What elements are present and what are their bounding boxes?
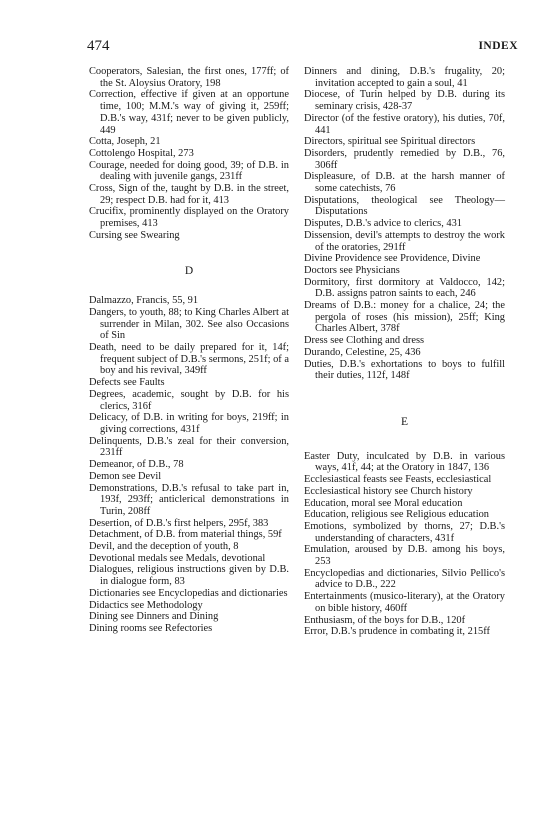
index-entry: Dangers, to youth, 88; to King Charles Albert at surrender in Milan, 302. See also Occasions of Sin	[89, 306, 289, 342]
index-entry: Demon see Devil	[89, 470, 162, 482]
index-entry: Enthusiasm, of the boys for D.B., 120f	[304, 614, 466, 626]
left-column	[89, 66, 289, 635]
index-entry: Death, need to be daily prepared for it, 14f; frequent subject of D.B.'s sermons, 251f; of a boy and his revival, 349ff	[89, 342, 289, 377]
index-entry: Crucifix, prominently displayed on the Oratory premises, 413	[89, 206, 289, 230]
right-column	[304, 66, 505, 638]
index-entry: Divine Providence see Providence, Divine	[304, 253, 481, 265]
index-entry: Dissension, devil's attempts to destroy the work of the oratories, 291ff	[304, 229, 505, 253]
index-entry: Dalmazzo, Francis, 55, 91	[89, 295, 199, 307]
index-entry: Dress see Clothing and dress	[304, 335, 425, 347]
page-number: 474	[87, 38, 110, 54]
index-entry: Detachment, of D.B. from material things, 59f	[89, 529, 282, 541]
index-entry: Diocese, of Turin helped by D.B. during its seminary crisis, 428-37	[304, 89, 505, 113]
index-entry: Devil, and the deception of youth, 8	[89, 541, 239, 553]
index-entry: Cross, Sign of the, taught by D.B. in the street, 29; respect D.B. had for it, 413	[89, 183, 289, 206]
index-entry: Desertion, of D.B.'s first helpers, 295f, 383	[89, 517, 269, 529]
index-entry: Doctors see Physicians	[304, 264, 400, 276]
index-entry: Cooperators, Salesian, the first ones, 177ff; of the St. Aloysius Oratory, 198	[89, 66, 289, 89]
index-entry: Emulation, aroused by D.B. among his boys, 253	[304, 544, 505, 568]
index-entry: Education, moral see Moral education	[304, 497, 463, 509]
index-entry: Duties, D.B.'s exhortations to boys to fulfill their duties, 112f, 148f	[304, 358, 505, 382]
index-entry: Dining see Dinners and Dining	[89, 611, 219, 623]
index-entry: Dining rooms see Refectories	[89, 622, 213, 634]
index-entry: Dictionaries see Encyclopedias and dictionaries	[89, 587, 288, 599]
section-letter-e: E	[400, 415, 409, 428]
index-entry: Dialogues, religious instructions given by D.B. in dialogue form, 83	[89, 564, 289, 588]
index-entry: Emotions, symbolized by thorns, 27; D.B.'s understanding of characters, 431f	[304, 520, 505, 544]
index-entry: Displeasure, of D.B. at the harsh manner of some catechists, 76	[304, 171, 505, 195]
index-entry: Director (of the festive oratory), his duties, 70f, 441	[304, 112, 505, 136]
index-entry: Easter Duty, inculcated by D.B. in various ways, 41f, 44; at the Oratory in 1847, 136	[304, 450, 505, 474]
running-head: INDEX	[478, 40, 518, 52]
section-letter-d: D	[184, 264, 194, 277]
index-entry: Demonstrations, D.B.'s refusal to take part in, 193f, 293ff; anticlerical demonstrations in Turin, 208ff	[89, 482, 289, 517]
index-entry: Cottolengo Hospital, 273	[89, 147, 194, 159]
index-entry: Dormitory, first dormitory at Valdocco, 142; D.B. assigns patron saints to each, 246	[304, 276, 505, 300]
index-entry: Disorders, prudently remedied by D.B., 76, 306ff	[304, 147, 505, 171]
index-entry: Defects see Faults	[89, 377, 165, 389]
entries-e-list	[304, 451, 505, 638]
index-entry: Disputations, theological see Theology—Disputations	[304, 194, 505, 218]
entries-d-continued-list	[304, 66, 505, 382]
index-entry: Courage, needed for doing good, 39; of D.B. in dealing with juvenile gangs, 231ff	[89, 159, 289, 183]
index-entry: Devotional medals see Medals, devotional	[89, 552, 266, 564]
index-entry: Demeanor, of D.B., 78	[89, 459, 184, 471]
index-entry: Degrees, academic, sought by D.B. for his clerics, 316f	[89, 388, 289, 412]
index-entry: Delicacy, of D.B. in writing for boys, 219ff; in giving corrections, 431f	[89, 412, 289, 435]
index-entry: Delinquents, D.B.'s zeal for their conversion, 231ff	[89, 435, 289, 459]
index-entry: Education, religious see Religious education	[304, 509, 489, 521]
index-entry: Directors, spiritual see Spiritual directors	[304, 136, 476, 148]
entries-d-list	[89, 295, 289, 634]
index-entry: Encyclopedias and dictionaries, Silvio Pellico's advice to D.B., 222	[304, 567, 505, 591]
index-entry: Error, D.B.'s prudence in combating it, 215ff	[304, 626, 490, 638]
index-entry: Entertainments (musico-literary), at the Oratory on bible history, 460ff	[304, 591, 505, 614]
index-entry: Cursing see Swearing	[89, 229, 180, 241]
index-entry: Dinners and dining, D.B.'s frugality, 20; invitation accepted to gain a soul, 41	[304, 66, 505, 89]
index-entry: Ecclesiastical feasts see Feasts, ecclesiastical	[304, 474, 492, 486]
entries-c-list	[89, 66, 289, 242]
index-entry: Ecclesiastical history see Church history	[304, 485, 473, 497]
index-entry: Dreams of D.B.: money for a chalice, 24; the pergola of roses (his mission), 25ff; King Charles Albert, 378f	[304, 300, 505, 335]
index-entry: Didactics see Methodology	[89, 599, 203, 611]
index-entry: Cotta, Joseph, 21	[89, 136, 161, 148]
index-entry: Correction, effective if given at an opportune time, 100; M.M.'s way of giving it, 259ff; D.B.'s way, 431f; never to be given publicly, 449	[89, 89, 289, 136]
index-entry: Disputes, D.B.'s advice to clerics, 431	[304, 218, 462, 230]
index-entry: Durando, Celestine, 25, 436	[304, 346, 421, 358]
